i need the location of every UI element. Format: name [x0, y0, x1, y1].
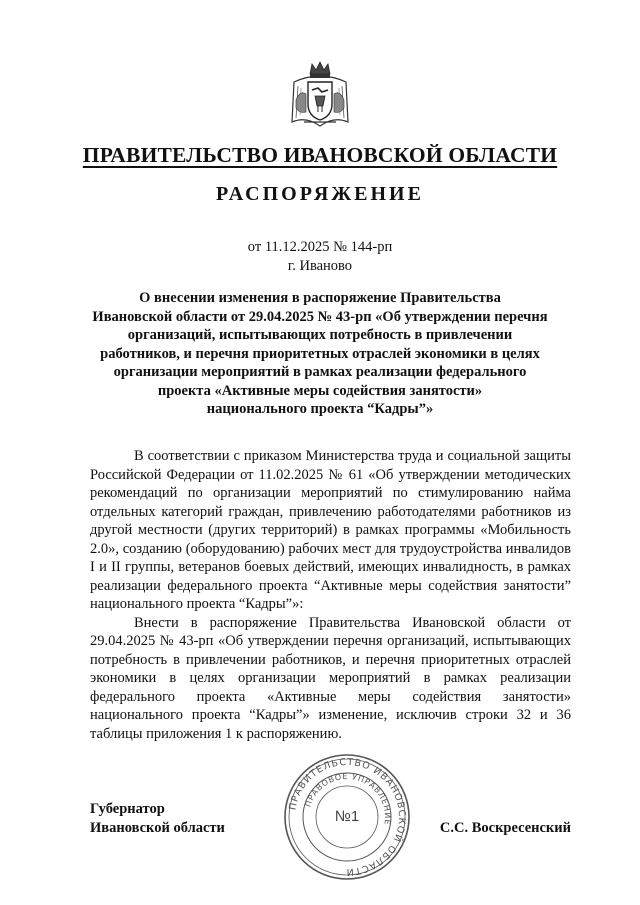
- subject-line: Ивановской области от 29.04.2025 № 43-рп «Об утверждении перечня: [92, 308, 548, 325]
- seal-outer-text: ПРАВИТЕЛЬСТВО ИВАНОВСКОЙ ОБЛАСТИ: [287, 756, 408, 878]
- subject-line: О внесении изменения в распоряжение Правительства: [139, 290, 501, 306]
- document-city: г. Иваново: [287, 258, 353, 274]
- signatory-name: С.С. Воскресенский: [439, 820, 571, 836]
- body-paragraph-basis: В соответствии с приказом Министерства труда и социальной защиты Российской Федерации от 11.02.2025 № 61 «Об утверждении методических рекомендаций по организации мероприятий по стимулированию найма отдельных категорий граждан, привлечению работодателями работников из другой местности (других территорий) в рамках программы «Мобильность 2.0», созданию (оборудованию) рабочих мест для трудоустройства инвалидов I и II группы, ветеранов боевых действий, имеющих инвалидность, в рамках реализации федерального проекта “Активные меры содействия занятости” национального проекта “Кадры”»:: [90, 448, 571, 612]
- signatory-position-line: Губернатор: [90, 801, 165, 817]
- seal-number: №1: [334, 808, 360, 825]
- body-paragraph-decision: Внести в распоряжение Правительства Ивановской области от 29.04.2025 № 43-рп «Об утверждении перечня организаций, испытывающих потребность в привлечении работников, и перечня приоритетных отраслей экономики в целях организации мероприятий в рамках реализации федерального проекта «Активные меры содействия занятости» национального проекта “Кадры”» изменение, исключив строки 32 и 36 таблицы приложения 1 к распоряжению.: [90, 614, 571, 742]
- document-body: [90, 447, 571, 743]
- coat-of-arms-emblem: [288, 60, 352, 130]
- document-date-number: от 11.12.2025 № 144-рп: [247, 239, 393, 255]
- subject-line: организаций, испытывающих потребность в привлечении: [127, 327, 513, 343]
- subject-line: организации мероприятий в рамках реализации федерального: [113, 364, 527, 380]
- signatory-position-line: Ивановской области: [90, 820, 225, 836]
- document-metadata: [0, 238, 640, 276]
- document-type-heading: РАСПОРЯЖЕНИЕ: [216, 183, 424, 205]
- signatory-position: [90, 800, 225, 838]
- subject-line: национального проекта “Кадры”»: [206, 401, 434, 417]
- organization-title: ПРАВИТЕЛЬСТВО ИВАНОВСКОЙ ОБЛАСТИ: [82, 143, 558, 167]
- document-subject: [70, 289, 570, 419]
- subject-line: проекта «Активные меры содействия занятости»: [157, 382, 483, 399]
- seal-inner-text: ПРАВОВОЕ УПРАВЛЕНИЕ: [303, 771, 393, 826]
- subject-line: работников, и перечня приоритетных отраслей экономики в целях: [100, 345, 540, 362]
